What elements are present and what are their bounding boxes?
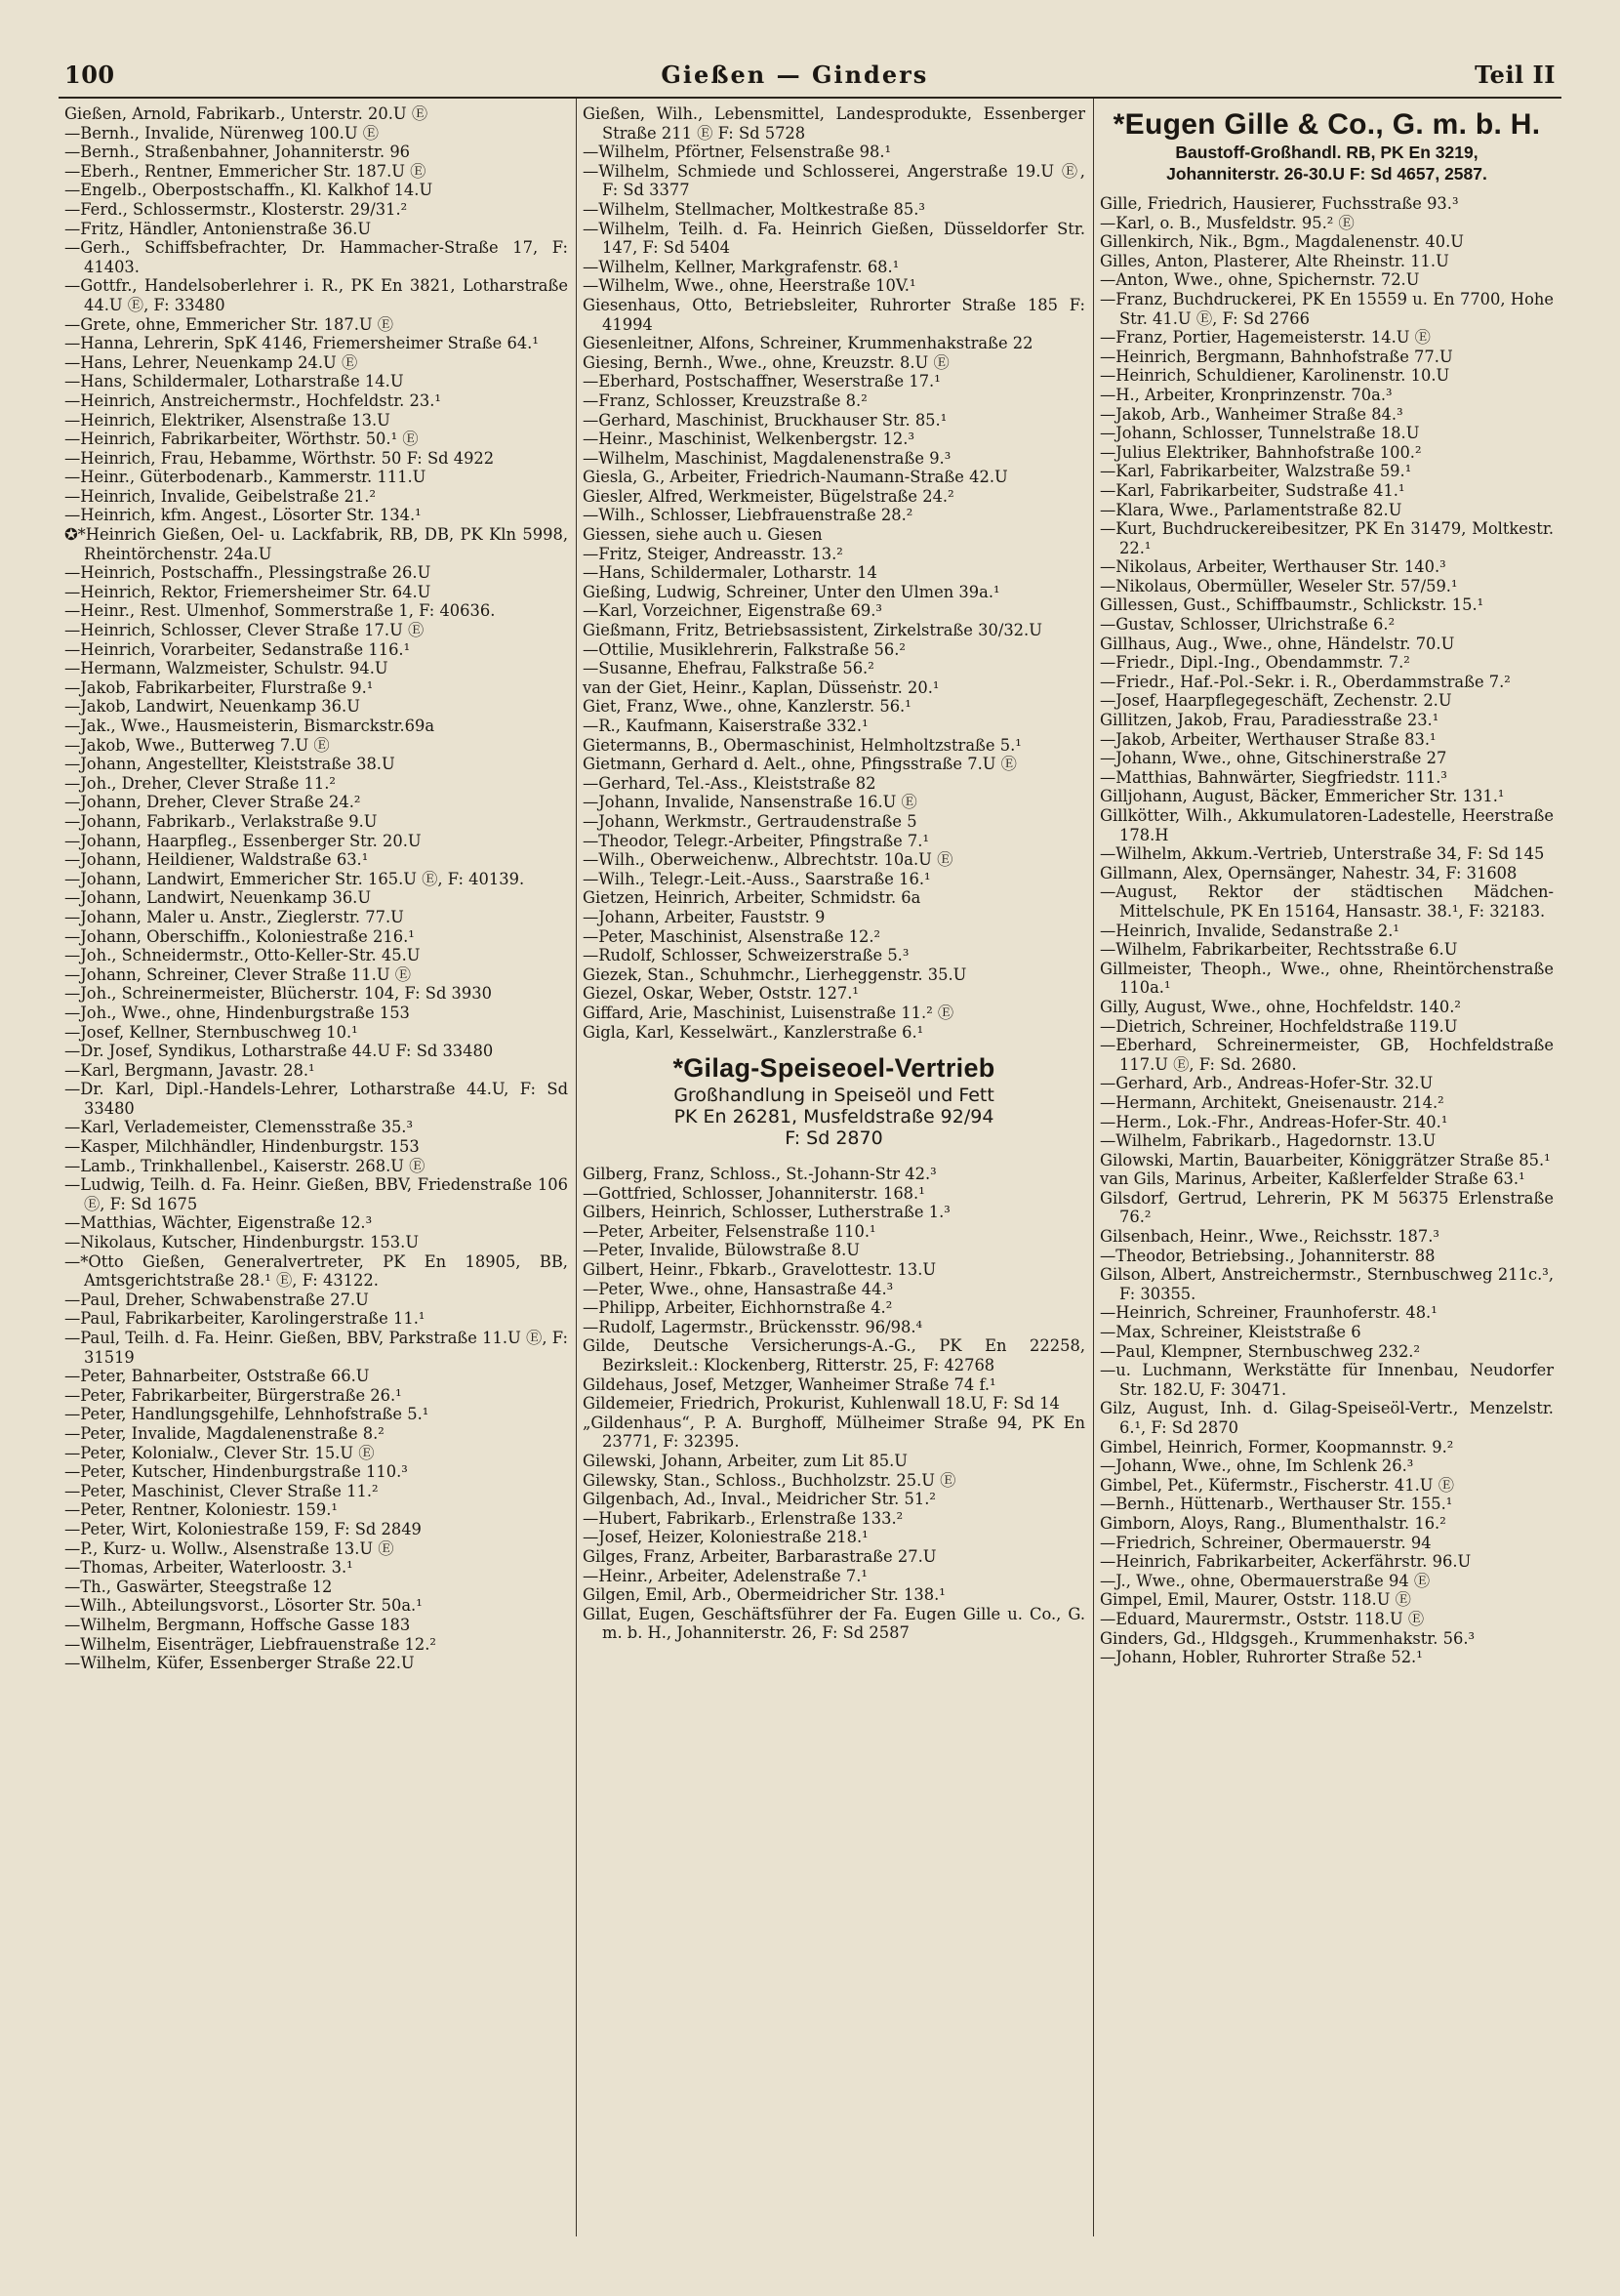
directory-entry: Gießen, Wilh., Lebensmittel, Landesprodukte, Essenberger Straße 211 Ⓔ F: Sd 5728 [583, 104, 1085, 143]
directory-entry: —Dr. Josef, Syndikus, Lotharstraße 44.U F: Sd 33480 [64, 1042, 494, 1061]
directory-entry: —Heinrich, Frau, Hebamme, Wörthstr. 50 F: Sd 4922 [64, 448, 495, 468]
directory-entry: —Paul, Teilh. d. Fa. Heinr. Gießen, BBV, Parkstraße 11.U Ⓔ, F: 31519 [64, 1329, 568, 1367]
directory-entry: —Franz, Schlosser, Kreuzstraße 8.² [583, 390, 868, 410]
directory-entry: —Johann, Heildiener, Waldstraße 63.¹ [64, 850, 369, 870]
directory-entry: —Peter, Kutscher, Hindenburgstraße 110.³ [64, 1462, 408, 1482]
directory-entry: —Hans, Schildermaler, Lotharstraße 14.U [64, 372, 404, 391]
directory-entry: —Dr. Karl, Dipl.-Handels-Lehrer, Lotharstraße 44.U, F: Sd 33480 [64, 1080, 568, 1118]
directory-entry: —Heinr., Güterbodenarb., Kammerstr. 111.U [64, 468, 426, 487]
directory-entry: —Peter, Maschinist, Alsenstraße 12.² [583, 926, 881, 946]
directory-entry: Gildemeier, Friedrich, Prokurist, Kuhlenwall 18.U, F: Sd 14 [583, 1394, 1060, 1414]
directory-entry: Giezek, Stan., Schuhmchr., Lierheggenstr. 35.U [583, 964, 967, 984]
directory-entry: —Eberhard, Schreinermeister, GB, Hochfeldstraße 117.U Ⓔ, F: Sd. 2680. [1100, 1036, 1554, 1074]
directory-entry: —Heinrich, Schreiner, Fraunhoferstr. 48.¹ [1100, 1303, 1438, 1323]
directory-entry: —Paul, Dreher, Schwabenstraße 27.U [64, 1290, 369, 1309]
directory-entry: —Joh., Wwe., ohne, Hindenburgstraße 153 [64, 1003, 410, 1022]
directory-entry: —Anton, Wwe., ohne, Spichernstr. 72.U [1100, 270, 1420, 290]
directory-entry: —Wilhelm, Fabrikarbeiter, Rechtsstraße 6.U [1100, 940, 1458, 960]
directory-entry: —R., Kaufmann, Kaiserstraße 332.¹ [583, 717, 869, 735]
directory-entry: Gillenkirch, Nik., Bgm., Magdalenenstr. 40.U [1100, 232, 1464, 252]
directory-entry: —Julius Elektriker, Bahnhofstraße 100.² [1100, 442, 1422, 462]
directory-entry: —Gottfr., Handelsoberlehrer i. R., PK En 3821, Lotharstraße 44.U Ⓔ, F: 33480 [64, 276, 568, 314]
directory-entry: —Jakob, Fabrikarbeiter, Flurstraße 9.¹ [64, 677, 374, 697]
directory-entry: —Josef, Heizer, Koloniestraße 218.¹ [583, 1528, 869, 1547]
directory-entry: —Joh., Schreinermeister, Blücherstr. 104, F: Sd 3930 [64, 984, 492, 1004]
directory-entry: Gilson, Albert, Anstreichermstr., Sternbuschweg 211c.³, F: 30355. [1100, 1265, 1554, 1303]
directory-entry: Giesing, Bernh., Wwe., ohne, Kreuzstr. 8.U Ⓔ [583, 352, 950, 372]
directory-entry: —Heinr., Maschinist, Welkenbergstr. 12.³ [583, 430, 914, 449]
directory-entry: —Wilh., Telegr.-Leit.-Auss., Saarstraße 16.¹ [583, 869, 931, 888]
directory-entry: Gillkötter, Wilh., Akkumulatoren-Ladestelle, Heerstraße 178.H [1100, 806, 1554, 844]
directory-entry: Giessen, siehe auch u. Giesen [583, 525, 823, 545]
directory-entry: —Herm., Lok.-Fhr., Andreas-Hofer-Str. 40.¹ [1100, 1112, 1448, 1131]
directory-entry: —Wilh., Schlosser, Liebfrauenstraße 28.² [583, 506, 913, 525]
directory-entry: —Ferd., Schlossermstr., Klosterstr. 29/31.² [64, 199, 408, 219]
directory-entry: —Wilhelm, Teilh. d. Fa. Heinrich Gießen, Düsseldorfer Str. 147, F: Sd 5404 [583, 219, 1085, 258]
directory-entry: —Peter, Arbeiter, Felsenstraße 110.¹ [583, 1221, 876, 1241]
directory-entry: Gillitzen, Jakob, Frau, Paradiesstraße 23.¹ [1100, 711, 1439, 730]
directory-entry: —Hermann, Walzmeister, Schulstr. 94.U [64, 659, 388, 678]
directory-entry: —Hans, Lehrer, Neuenkamp 24.U Ⓔ [64, 352, 358, 372]
directory-entry: —u. Luchmann, Werkstätte für Innenbau, Neudorfer Str. 182.U, F: 30471. [1100, 1361, 1554, 1399]
directory-entry: Gilsenbach, Heinr., Wwe., Reichsstr. 187.³ [1100, 1227, 1439, 1247]
directory-entry: —Heinrich, Postschaffn., Plessingstraße 26.U [64, 563, 431, 583]
directory-entry: Gilewsky, Stan., Schloss., Buchholzstr. 25.U Ⓔ [583, 1470, 956, 1490]
directory-entry: —Peter, Maschinist, Clever Straße 11.² [64, 1481, 379, 1500]
directory-entry: Gigla, Karl, Kesselwärt., Kanzlerstraße 6.¹ [583, 1022, 924, 1042]
directory-entry: Giesler, Alfred, Werkmeister, Bügelstraße 24.² [583, 486, 954, 506]
page-header [59, 61, 1561, 99]
directory-entry: Gießing, Ludwig, Schreiner, Unter den Ulmen 39a.¹ [583, 582, 1000, 601]
directory-entry: —Heinrich, Elektriker, Alsenstraße 13.U [64, 410, 390, 430]
directory-entry: —Bernh., Straßenbahner, Johanniterstr. 96 [64, 143, 411, 162]
directory-entry: —P., Kurz- u. Wollw., Alsenstraße 13.U Ⓔ [64, 1538, 394, 1558]
directory-entry: —Ludwig, Teilh. d. Fa. Heinr. Gießen, BBV, Friedenstraße 106 Ⓔ, F: Sd 1675 [64, 1175, 568, 1213]
directory-entry: —Hubert, Fabrikarb., Erlenstraße 133.² [583, 1508, 904, 1528]
directory-entry: —Wilhelm, Maschinist, Magdalenenstraße 9.³ [583, 448, 952, 468]
directory-entry: —Friedr., Haf.-Pol.-Sekr. i. R., Oberdammstraße 7.² [1100, 672, 1511, 691]
directory-entry: —Johann, Maler u. Anstr., Zieglerstr. 77.U [64, 907, 404, 926]
directory-entry: Gietzen, Heinrich, Arbeiter, Schmidstr. 6a [583, 888, 921, 908]
directory-entry: —Heinrich, Invalide, Geibelstraße 21.² [64, 486, 377, 506]
directory-entry: Ginders, Gd., Hldgsgeh., Krummenhakstr. 56.³ [1100, 1628, 1476, 1648]
directory-entry: Gildehaus, Josef, Metzger, Wanheimer Straße 74 f.¹ [583, 1374, 996, 1394]
directory-entry: „Gildenhaus“, P. A. Burghoff, Mülheimer Straße 94, PK En 23771, F: 32395. [583, 1413, 1085, 1452]
directory-entry: —Johann, Angestellter, Kleiststraße 38.U [64, 755, 395, 774]
directory-entry: —Theodor, Betriebsing., Johanniterstr. 88 [1100, 1246, 1436, 1265]
directory-entry: —H., Arbeiter, Kronprinzenstr. 70a.³ [1100, 385, 1393, 404]
directory-entry: van Gils, Marinus, Arbeiter, Kaßlerfelder Straße 63.¹ [1100, 1169, 1525, 1189]
column-2 [576, 99, 1093, 2236]
directory-entry: —Johann, Schlosser, Tunnelstraße 18.U [1100, 424, 1420, 443]
directory-entry: —Engelb., Oberpostschaffn., Kl. Kalkhof 14.U [64, 181, 433, 200]
directory-entry: —Karl, Fabrikarbeiter, Walzstraße 59.¹ [1100, 462, 1412, 481]
directory-entry: —Jak., Wwe., Hausmeisterin, Bismarckstr.69a [64, 717, 435, 735]
directory-entry: —Jakob, Wwe., Butterweg 7.U Ⓔ [64, 735, 330, 755]
directory-entry: —Philipp, Arbeiter, Eichhornstraße 4.² [583, 1298, 893, 1318]
directory-entry: —Heinr., Arbeiter, Adelenstraße 7.¹ [583, 1566, 868, 1585]
directory-entry: —Heinrich, Fabrikarbeiter, Wörthstr. 50.¹ Ⓔ [64, 430, 419, 449]
directory-entry: —Wilhelm, Küfer, Essenberger Straße 22.U [64, 1654, 415, 1673]
directory-entry: —Heinrich, Schuldiener, Karolinenstr. 10.U [1100, 366, 1450, 386]
columns [59, 99, 1561, 2236]
directory-entry: —Jakob, Arbeiter, Werthauser Straße 83.¹ [1100, 729, 1437, 749]
directory-entry: Gimbel, Heinrich, Former, Koopmannstr. 9.² [1100, 1437, 1454, 1456]
directory-entry: —Peter, Invalide, Bülowstraße 8.U [583, 1241, 861, 1260]
directory-entry: —Karl, Verlademeister, Clemensstraße 35.³ [64, 1118, 414, 1137]
ad-text: Baustoff-Großhandl. RB, PK En 3219, [1175, 143, 1478, 162]
directory-entry: —Johann, Oberschiffn., Koloniestraße 216.¹ [64, 926, 415, 946]
directory-entry: Gillmeister, Theoph., Wwe., ohne, Rheintörchenstraße 110a.¹ [1100, 959, 1554, 998]
directory-entry: —Th., Gaswärter, Steegstraße 12 [64, 1577, 333, 1596]
directory-entry: —Johann, Landwirt, Emmericher Str. 165.U Ⓔ, F: 40139. [64, 869, 525, 888]
directory-entry: —Peter, Invalide, Magdalenenstraße 8.² [64, 1423, 385, 1443]
directory-entry: —J., Wwe., ohne, Obermauerstraße 94 Ⓔ [1100, 1571, 1431, 1590]
directory-entry: —Gerhard, Tel.-Ass., Kleiststraße 82 [583, 773, 876, 793]
directory-entry: —Eduard, Maurermstr., Oststr. 118.U Ⓔ [1100, 1609, 1425, 1628]
directory-entry: Gilz, August, Inh. d. Gilag-Speiseöl-Vertr., Menzelstr. 6.¹, F: Sd 2870 [1100, 1399, 1554, 1437]
directory-entry: —Josef, Kellner, Sternbuschweg 10.¹ [64, 1022, 358, 1042]
directory-entry: —Jakob, Arb., Wanheimer Straße 84.³ [1100, 404, 1403, 424]
directory-entry: —Karl, Vorzeichner, Eigenstraße 69.³ [583, 601, 882, 621]
directory-entry: Giezel, Oskar, Weber, Oststr. 127.¹ [583, 984, 859, 1004]
ad-title: *Eugen Gille & Co., G. m. b. H. [1113, 108, 1541, 141]
directory-entry: —Karl, Fabrikarbeiter, Sudstraße 41.¹ [1100, 480, 1405, 500]
directory-entry: —Peter, Bahnarbeiter, Oststraße 66.U [64, 1367, 370, 1386]
directory-entry: Giesla, G., Arbeiter, Friedrich-Naumann-Straße 42.U [583, 468, 1008, 487]
directory-entry: —Eberhard, Postschaffner, Weserstraße 17.¹ [583, 372, 941, 391]
directory-entry: —Franz, Buchdruckerei, PK En 15559 u. En 7700, Hohe Str. 41.U Ⓔ, F: Sd 2766 [1100, 289, 1554, 328]
advertisement [1100, 108, 1554, 184]
page-title: Gießen — Ginders [661, 61, 929, 89]
directory-entry: —Nikolaus, Obermüller, Weseler Str. 57/59.¹ [1100, 576, 1458, 595]
directory-entry: Gimbel, Pet., Küfermstr., Fischerstr. 41.U Ⓔ [1100, 1475, 1454, 1495]
directory-entry: —Nikolaus, Arbeiter, Werthauser Str. 140.³ [1100, 557, 1446, 577]
directory-entry: Giesenleitner, Alfons, Schreiner, Krummenhakstraße 22 [583, 334, 1033, 353]
directory-entry: —Wilh., Abteilungsvorst., Lösorter Str. 50a.¹ [64, 1596, 423, 1616]
directory-entry: —Franz, Portier, Hagemeisterstr. 14.U Ⓔ [1100, 328, 1431, 348]
directory-entry: —Matthias, Bahnwärter, Siegfriedstr. 111.³ [1100, 767, 1447, 787]
ad-text: Großhandlung in Speiseöl und Fett [673, 1085, 994, 1107]
directory-entry: —Bernh., Invalide, Nürenweg 100.U Ⓔ [64, 123, 380, 143]
directory-entry: —Wilhelm, Bergmann, Hoffsche Gasse 183 [64, 1615, 411, 1634]
directory-entry: —Jakob, Landwirt, Neuenkamp 36.U [64, 697, 360, 717]
directory-entry: —Heinrich, kfm. Angest., Lösorter Str. 134.¹ [64, 506, 422, 525]
directory-entry: —*Otto Gießen, Generalvertreter, PK En 18905, BB, Amtsgerichtstraße 28.¹ Ⓔ, F: 43122. [64, 1251, 568, 1291]
directory-entry: Gietermanns, B., Obermaschinist, Helmholtzstraße 5.¹ [583, 735, 1022, 755]
directory-entry: —Max, Schreiner, Kleiststraße 6 [1100, 1323, 1361, 1342]
ad-text: F: Sd 2870 [785, 1128, 883, 1150]
directory-entry: Gießmann, Fritz, Betriebsassistent, Zirkelstraße 30/32.U [583, 621, 1042, 640]
directory-entry: —Johann, Werkmstr., Gertraudenstraße 5 [583, 811, 917, 831]
directory-entry: —Thomas, Arbeiter, Waterloostr. 3.¹ [64, 1558, 353, 1578]
directory-entry: —Kurt, Buchdruckereibesitzer, PK En 31479, Moltkestr. 22.¹ [1100, 519, 1554, 557]
directory-entry: —Peter, Kolonialw., Clever Str. 15.U Ⓔ [64, 1443, 375, 1462]
directory-entry: —Karl, Bergmann, Javastr. 28.¹ [64, 1060, 315, 1080]
directory-entry: —Gustav, Schlosser, Ulrichstraße 6.² [1100, 615, 1396, 635]
directory-entry: —Johann, Fabrikarb., Verlakstraße 9.U [64, 811, 378, 831]
ad-text: PK En 26281, Musfeldstraße 92/94 [673, 1106, 994, 1128]
directory-entry: —Hans, Schildermaler, Lotharstr. 14 [583, 563, 877, 583]
directory-entry: —Wilhelm, Wwe., ohne, Heerstraße 10V.¹ [583, 276, 916, 296]
directory-entry: —Heinrich, Anstreichermstr., Hochfeldstr. 23.¹ [64, 390, 441, 410]
directory-entry: —Wilhelm, Pförtner, Felsenstraße 98.¹ [583, 143, 892, 162]
directory-entry: Gilbers, Heinrich, Schlosser, Lutherstraße 1.³ [583, 1203, 951, 1222]
directory-entry: Gimpel, Emil, Maurer, Oststr. 118.U Ⓔ [1100, 1590, 1411, 1610]
directory-entry: Gilgen, Emil, Arb., Obermeidricher Str. 138.¹ [583, 1585, 946, 1605]
directory-entry: —Rudolf, Schlosser, Schweizerstraße 5.³ [583, 946, 910, 965]
directory-entry: —Susanne, Ehefrau, Falkstraße 56.² [583, 659, 874, 678]
directory-entry: —Ottilie, Musiklehrerin, Falkstraße 56.² [583, 639, 906, 659]
directory-entry: —Gottfried, Schlosser, Johanniterstr. 168.¹ [583, 1183, 925, 1203]
directory-entry: Gille, Friedrich, Hausierer, Fuchsstraße 93.³ [1100, 194, 1459, 213]
directory-entry: —Johann, Arbeiter, Fauststr. 9 [583, 907, 826, 926]
directory-entry: —Wilhelm, Stellmacher, Moltkestraße 85.³ [583, 199, 925, 219]
directory-entry: —Wilhelm, Kellner, Markgrafenstr. 68.¹ [583, 257, 900, 276]
directory-entry: —Heinr., Rest. Ulmenhof, Sommerstraße 1, F: 40636. [64, 601, 496, 621]
directory-entry: —Heinrich, Invalide, Sedanstraße 2.¹ [1100, 921, 1399, 940]
directory-entry: —Kasper, Milchhändler, Hindenburgstr. 153 [64, 1137, 420, 1157]
directory-entry: Giesenhaus, Otto, Betriebsleiter, Ruhrorter Straße 185 F: 41994 [583, 295, 1085, 334]
directory-entry: —Theodor, Telegr.-Arbeiter, Pfingstraße 7.¹ [583, 831, 929, 850]
directory-entry: —Hermann, Architekt, Gneisenaustr. 214.² [1100, 1092, 1444, 1112]
directory-entry: —Friedr., Dipl.-Ing., Obendammstr. 7.² [1100, 653, 1410, 673]
advertisement [583, 1051, 1085, 1149]
directory-entry: Gillmann, Alex, Opernsänger, Nahestr. 34, F: 31608 [1100, 863, 1518, 882]
directory-entry: Gilberg, Franz, Schloss., St.-Johann-Str 42.³ [583, 1165, 937, 1184]
directory-entry: Gilsdorf, Gertrud, Lehrerin, PK M 56375 Erlenstraße 76.² [1100, 1188, 1554, 1227]
directory-entry: van der Giet, Heinr., Kaplan, Düsseṅstr. 20.¹ [583, 677, 940, 697]
directory-entry: —August, Rektor der städtischen Mädchen-Mittelschule, PK En 15164, Hansastr. 38.¹, F: 32183. [1100, 882, 1554, 921]
directory-entry: —Peter, Fabrikarbeiter, Bürgerstraße 26.¹ [64, 1385, 402, 1405]
directory-entry: —Johann, Dreher, Clever Straße 24.² [64, 793, 361, 812]
column-3 [1093, 99, 1561, 2236]
directory-entry: —Peter, Wwe., ohne, Hansastraße 44.³ [583, 1279, 894, 1298]
directory-entry: Gilowski, Martin, Bauarbeiter, Königgrätzer Straße 85.¹ [1100, 1150, 1551, 1169]
directory-entry: —Karl, o. B., Musfeldstr. 95.² Ⓔ [1100, 213, 1355, 232]
directory-entry: —Peter, Handlungsgehilfe, Lehnhofstraße 5.¹ [64, 1405, 429, 1424]
directory-entry: ✪*Heinrich Gießen, Oel- u. Lackfabrik, RB, DB, PK Kln 5998, Rheintörchenstr. 24a.U [64, 525, 568, 563]
directory-entry: —Peter, Rentner, Koloniestr. 159.¹ [64, 1500, 338, 1520]
directory-entry: —Eberh., Rentner, Emmericher Str. 187.U Ⓔ [64, 161, 426, 181]
directory-entry: —Johann, Haarpfleg., Essenberger Str. 20.U [64, 831, 422, 850]
directory-entry: —Johann, Schreiner, Clever Straße 11.U Ⓔ [64, 964, 412, 984]
section-label: Teil II [1475, 61, 1556, 89]
directory-entry: —Lamb., Trinkhallenbel., Kaiserstr. 268.U Ⓔ [64, 1156, 425, 1175]
directory-entry: —Rudolf, Lagermstr., Brückensstr. 96/98.⁴ [583, 1317, 923, 1336]
directory-entry: Gietmann, Gerhard d. Aelt., ohne, Pfingsstraße 7.U Ⓔ [583, 755, 1017, 774]
ad-title: *Gilag-Speiseoel-Vertrieb [672, 1053, 995, 1084]
directory-entry: —Josef, Haarpflegegeschäft, Zechenstr. 2.U [1100, 691, 1452, 711]
directory-entry: —Dietrich, Schreiner, Hochfeldstraße 119.U [1100, 1016, 1458, 1036]
directory-entry: Gilly, August, Wwe., ohne, Hochfeldstr. 140.² [1100, 997, 1461, 1016]
directory-entry: Gilgenbach, Ad., Inval., Meidricher Str. 51.² [583, 1490, 936, 1509]
directory-entry: —Wilhelm, Akkum.-Vertrieb, Unterstraße 34, F: Sd 145 [1100, 844, 1545, 864]
directory-entry: —Wilh., Oberweichenw., Albrechtstr. 10a.U Ⓔ [583, 850, 953, 870]
directory-entry: —Johann, Wwe., ohne, Gitschinerstraße 27 [1100, 749, 1447, 768]
directory-entry: —Peter, Wirt, Koloniestraße 159, F: Sd 2849 [64, 1519, 422, 1538]
directory-entry: Gilbert, Heinr., Fbkarb., Gravelottestr. 13.U [583, 1260, 937, 1280]
directory-entry: —Grete, ohne, Emmericher Str. 187.U Ⓔ [64, 314, 394, 334]
directory-entry: —Joh., Schneidermstr., Otto-Keller-Str. 45.U [64, 946, 421, 965]
directory-entry: —Matthias, Wächter, Eigenstraße 12.³ [64, 1213, 373, 1233]
directory-entry: —Fritz, Händler, Antonienstraße 36.U [64, 219, 372, 238]
directory-entry: —Hanna, Lehrerin, SpK 4146, Friemersheimer Straße 64.¹ [64, 334, 539, 353]
directory-entry: —Gerhard, Maschinist, Bruckhauser Str. 85.¹ [583, 410, 948, 430]
directory-entry: Gilles, Anton, Plasterer, Alte Rheinstr. 11.U [1100, 251, 1449, 270]
directory-entry: —Joh., Dreher, Clever Straße 11.² [64, 773, 336, 793]
directory-entry: Gillessen, Gust., Schiffbaumstr., Schlickstr. 15.¹ [1100, 595, 1484, 615]
directory-entry: —Paul, Fabrikarbeiter, Karolingerstraße 11.¹ [64, 1309, 425, 1329]
directory-entry: —Paul, Klempner, Sternbuschweg 232.² [1100, 1341, 1421, 1361]
directory-entry: Gilde, Deutsche Versicherungs-A.-G., PK En 22258, Bezirksleit.: Klockenberg, Ritterstr. 25, F: 42768 [583, 1336, 1085, 1375]
directory-entry: —Heinrich, Vorarbeiter, Sedanstraße 116.¹ [64, 639, 411, 659]
directory-entry: Gillhaus, Aug., Wwe., ohne, Händelstr. 70.U [1100, 634, 1455, 653]
directory-entry: —Heinrich, Rektor, Friemersheimer Str. 64.U [64, 582, 431, 601]
directory-entry: —Johann, Wwe., ohne, Im Schlenk 26.³ [1100, 1456, 1414, 1476]
column-1 [59, 99, 576, 2236]
directory-entry: —Johann, Landwirt, Neuenkamp 36.U [64, 888, 372, 908]
directory-entry: —Johann, Invalide, Nansenstraße 16.U Ⓔ [583, 793, 917, 812]
directory-entry: Giffard, Arie, Maschinist, Luisenstraße 11.² Ⓔ [583, 1003, 954, 1022]
directory-entry: Gimborn, Aloys, Rang., Blumenthalstr. 16.² [1100, 1513, 1446, 1533]
directory-entry: —Heinrich, Schlosser, Clever Straße 17.U Ⓔ [64, 621, 425, 640]
directory-entry: —Gerh., Schiffsbefrachter, Dr. Hammacher-Straße 17, F: 41403. [64, 238, 568, 276]
page-number: 100 [64, 61, 115, 89]
directory-entry: —Bernh., Hüttenarb., Werthauser Str. 155.¹ [1100, 1495, 1453, 1514]
ad-text: Johanniterstr. 26-30.U F: Sd 4657, 2587. [1166, 164, 1487, 184]
directory-entry: Gillat, Eugen, Geschäftsführer der Fa. Eugen Gille u. Co., G. m. b. H., Johanniterstr. 26, F: Sd 2587 [583, 1604, 1085, 1643]
directory-entry: Gießen, Arnold, Fabrikarb., Unterstr. 20.U Ⓔ [64, 104, 428, 123]
directory-entry: —Nikolaus, Kutscher, Hindenburgstr. 153.U [64, 1233, 420, 1252]
directory-entry: —Klara, Wwe., Parlamentstraße 82.U [1100, 500, 1402, 519]
directory-entry: —Fritz, Steiger, Andreasstr. 13.² [583, 544, 843, 563]
directory-entry: —Wilhelm, Schmiede und Schlosserei, Angerstraße 19.U Ⓔ, F: Sd 3377 [583, 161, 1085, 200]
directory-entry: Gilges, Franz, Arbeiter, Barbarastraße 27.U [583, 1546, 937, 1566]
directory-entry: —Johann, Hobler, Ruhrorter Straße 52.¹ [1100, 1648, 1423, 1667]
directory-entry: Giet, Franz, Wwe., ohne, Kanzlerstr. 56.¹ [583, 697, 911, 717]
directory-entry: —Heinrich, Fabrikarbeiter, Ackerfährstr. 96.U [1100, 1552, 1472, 1572]
directory-entry: —Wilhelm, Eisenträger, Liebfrauenstraße 12.² [64, 1634, 436, 1654]
directory-entry: —Wilhelm, Fabrikarb., Hagedornstr. 13.U [1100, 1131, 1437, 1151]
directory-entry: —Gerhard, Arb., Andreas-Hofer-Str. 32.U [1100, 1074, 1434, 1093]
directory-entry: —Friedrich, Schreiner, Obermauerstr. 94 [1100, 1533, 1432, 1552]
directory-entry: Gilljohann, August, Bäcker, Emmericher Str. 131.¹ [1100, 787, 1505, 806]
directory-entry: —Heinrich, Bergmann, Bahnhofstraße 77.U [1100, 347, 1453, 366]
directory-entry: Gilewski, Johann, Arbeiter, zum Lit 85.U [583, 1452, 908, 1470]
